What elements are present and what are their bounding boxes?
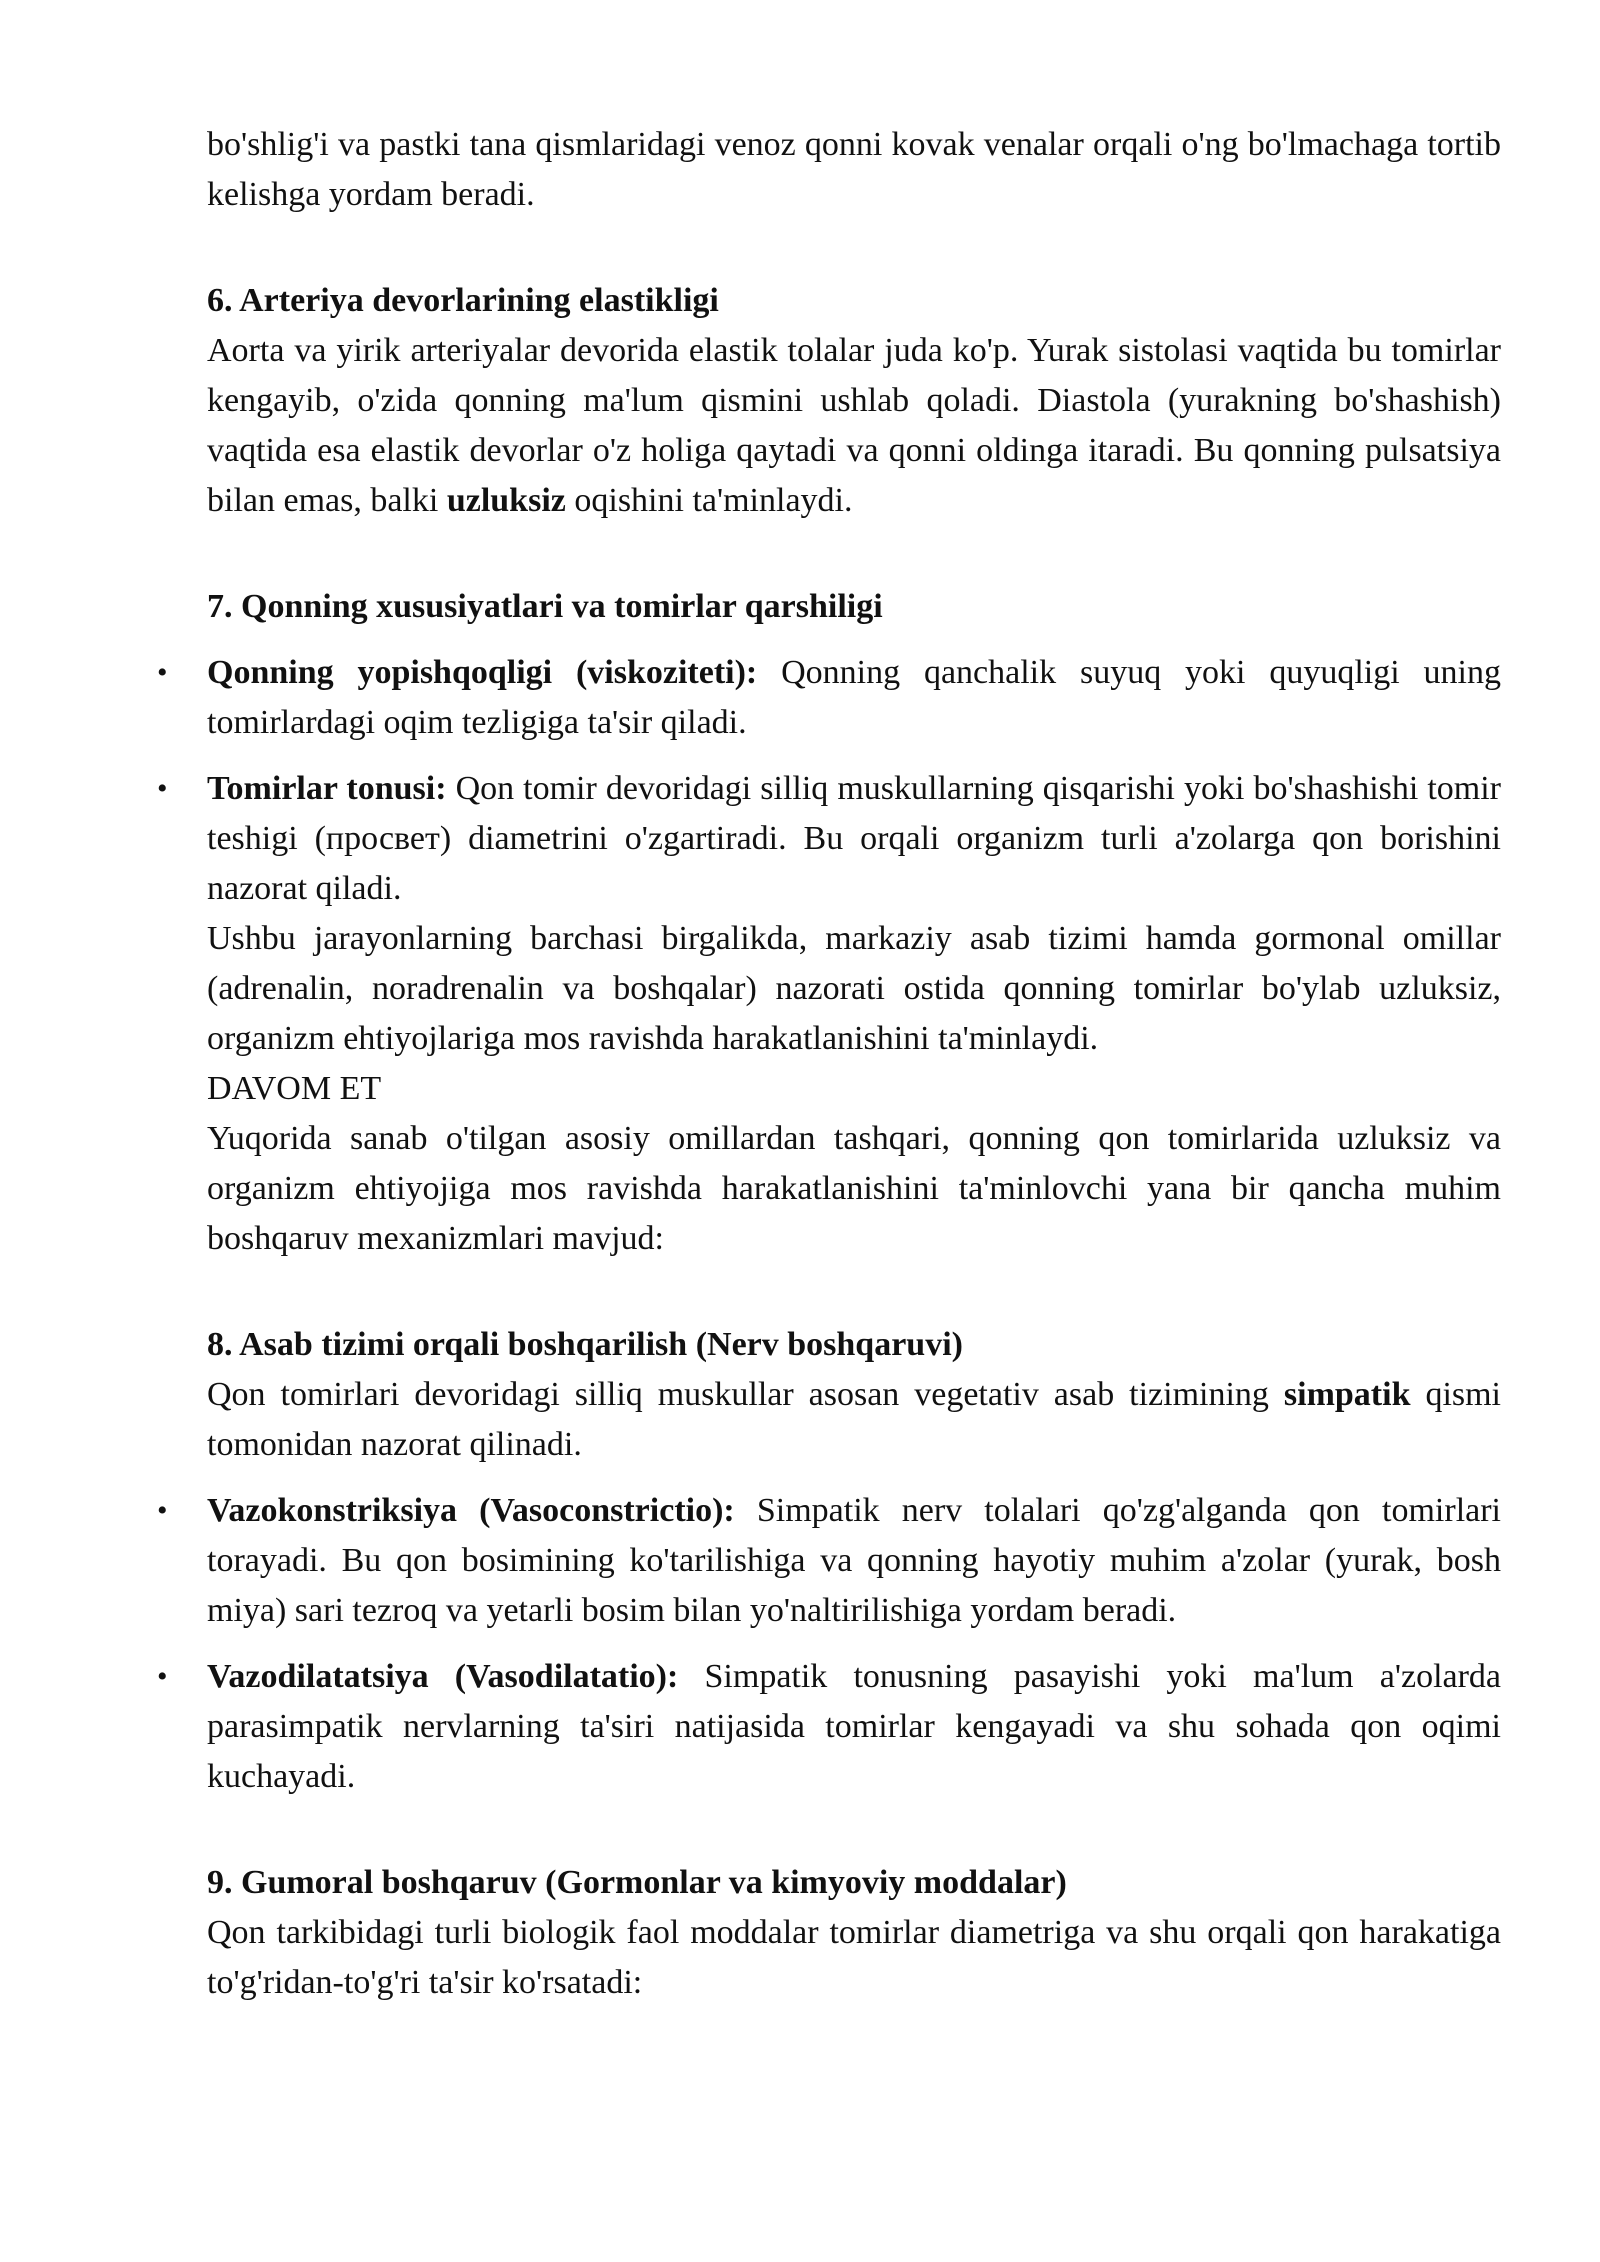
section-8-text-a: Qon tomirlari devoridagi silliq muskullar asosan vegetativ asab tizimining [207,1376,1269,1413]
list-item-vasoconstriction [157,1486,1501,1636]
section-6-paragraph [207,326,1501,526]
spacer [207,526,1501,582]
section-8-paragraph [207,1370,1501,1470]
list-item-text: Simpatik tonusning pasayishi yoki ma'lum a'zolarda parasimpatik nervlarning ta'siri natijasida tomirlar kengayadi va shu sohada qon oqimi kuchayadi. [207,1658,1502,1795]
section-9-heading: 9. Gumoral boshqaruv (Gormonlar va kimyoviy moddalar) [207,1864,1067,1901]
section-7-list [157,648,1502,1264]
list-item-continuation-2: Yuqorida sanab o'tilgan asosiy omillardan tashqari, qonning qon tomirlarida uzluksiz va organizm ehtiyojiga mos ravishda harakatlanishini ta'minlovchi yana bir qancha muhim boshqaruv mexanizmlari mavjud: [207,1120,1501,1257]
list-item-viscosity [157,648,1501,748]
bullet-icon: • [157,1660,168,1693]
section-9-paragraph: Qon tarkibidagi turli biologik faol moddalar tomirlar diametriga va shu orqali qon harakatiga to'g'ridan-to'g'ri ta'sir ko'rsatadi: [207,1914,1501,2001]
spacer [207,1264,1501,1320]
section-8-heading: 8. Asab tizimi orqali boshqarilish (Nerv boshqaruvi) [207,1326,963,1363]
continue-label: DAVOM ET [207,1070,382,1107]
spacer [207,1802,1501,1858]
list-item-text: Qonning qanchalik suyuq yoki quyuqligi uning tomirlardagi oqim tezligiga ta'sir qiladi. [207,654,1501,741]
list-item-term: Vazodilatatsiya (Vasodilatatio): [207,1658,679,1695]
section-7-heading: 7. Qonning xususiyatlari va tomirlar qarshiligi [207,588,883,625]
section-8-bold-word: simpatik [1283,1376,1411,1413]
document-page [157,120,1502,2008]
list-item-text: Simpatik nerv tolalari qo'zg'alganda qon tomirlari torayadi. Bu qon bosimining ko'tarilishiga va qonning hayotiy muhim a'zolar (yurak, bosh miya) sari tezroq va yetarli bosim bilan yo'naltirilishiga yordam beradi. [207,1492,1501,1629]
section-6-text-b: oqishini ta'minlaydi. [574,482,853,519]
intro-paragraph: bo'shlig'i va pastki tana qismlaridagi venoz qonni kovak venalar orqali o'ng bo'lmachaga tortib kelishga yordam beradi. [207,126,1501,213]
list-item-vessel-tone [157,764,1502,1264]
section-6-heading: 6. Arteriya devorlarining elastikligi [207,282,719,319]
spacer [207,220,1501,276]
bullet-icon: • [157,656,168,689]
list-item-term: Qonning yopishqoqligi (viskoziteti): [207,654,758,691]
section-8-text-b: qismi tomonidan nazorat qilinadi. [207,1376,1502,1463]
list-item-continuation: Ushbu jarayonlarning barchasi birgalikda, markaziy asab tizimi hamda gormonal omillar (adrenalin, noradrenalin va boshqalar) nazorati ostida qonning tomirlar bo'ylab uzluksiz, organizm ehtiyojlariga mos ravishda harakatlanishini ta'minlaydi. [207,920,1501,1057]
list-item-term: Vazokonstriksiya (Vasoconstrictio): [207,1492,735,1529]
section-6-bold-word: uzluksiz [446,482,566,519]
list-item-term: Tomirlar tonusi: [207,770,447,807]
list-item-vasodilation [157,1652,1502,1802]
section-6-text-a: Aorta va yirik arteriyalar devorida elastik tolalar juda ko'p. Yurak sistolasi vaqtida bu tomirlar kengayib, o'zida qonning ma'lum qismini ushlab qoladi. Diastola (yurakning bo'shashish) vaqtida esa elastik devorlar o'z holiga qaytadi va qonni oldinga itaradi. Bu qonning pulsatsiya bilan emas, balki [207,332,1501,519]
bullet-icon: • [157,1494,168,1527]
list-item-text: Qon tomir devoridagi silliq muskullarning qisqarishi yoki bo'shashishi tomir teshigi (просвет) diametrini o'zgartiradi. Bu orqali organizm turli a'zolarga qon borishini nazorat qiladi. [207,770,1502,907]
bullet-icon: • [157,772,168,805]
section-8-list [157,1486,1502,1802]
